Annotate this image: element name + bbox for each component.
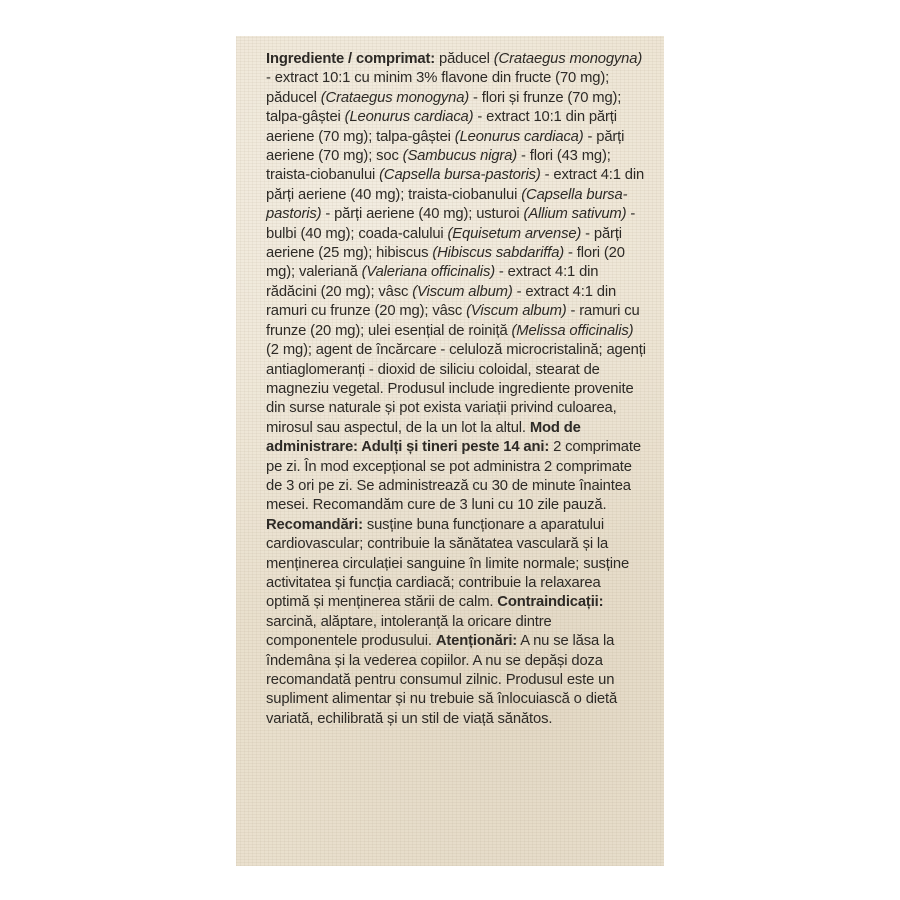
species-name: (Capsella bursa-pastoris) <box>379 167 541 184</box>
species-name: (Allium sativum) <box>523 206 627 223</box>
warnings-heading: Atenționări: <box>435 633 518 650</box>
species-name: (Leonurus cardiaca) <box>344 109 474 126</box>
label-text-segment: - extract 4:1 din rădăcini (20 mg); vâsc <box>266 264 599 300</box>
label-text-segment: - flori și frunze (70 mg); talpa-gâștei <box>266 89 622 126</box>
label-text-segment: - extract 4:1 din ramuri cu frunze (20 mg); vâsc <box>266 283 617 320</box>
species-name: (Capsella bursa-pastoris) <box>266 186 628 223</box>
label-text-block <box>266 50 646 729</box>
species-name: (Sambucus nigra) <box>402 148 518 165</box>
ingredients-heading: Ingrediente / comprimat: <box>266 51 436 67</box>
contraindications-heading: Contraindicații: <box>497 594 604 611</box>
label-text-segment: - părți aeriene (25 mg); hibiscus <box>266 225 622 262</box>
label-text-segment: (2 mg); agent de încărcare - celuloză microcristalină; agenți antiaglomeranți - dioxid de siliciu coloidal, stearat de magneziu vegetal. Produsul include ingrediente provenite din surse naturale și pot exista variații privind culoarea, mirosul sau aspectul, de la un lot la altul. <box>266 342 646 436</box>
species-name: (Crataegus monogyna) <box>493 51 643 67</box>
label-text-segment: păducel <box>435 51 494 67</box>
label-text-segment: - ramuri cu frunze (20 mg); ulei esențial de roiniță <box>266 303 640 339</box>
species-name: (Hibiscus sabdariffa) <box>432 245 565 262</box>
label-text-segment: - bulbi (40 mg); coada-calului <box>266 206 636 242</box>
species-name: (Valeriana officinalis) <box>361 264 495 281</box>
species-name: (Equisetum arvense) <box>447 225 582 242</box>
label-text-segment: susține buna funcționare a aparatului cardiovascular; contribuie la sănătatea vasculară și la menținerea circulației sanguine în limite normale; susține activitatea și funcția cardiacă; contribuie la relaxarea optimă și menținerea stării de calm. <box>266 516 630 611</box>
label-text-segment: - părți aeriene (70 mg); soc <box>266 128 625 165</box>
label-text-segment: - părți aeriene (40 mg); usturoi <box>321 206 524 223</box>
label-text-segment: 2 comprimate pe zi. În mod excepțional se pot administra 2 comprimate de 3 ori pe zi. Se administrează cu 30 de minute înaintea mesei. Recomandăm cure de 3 luni cu 10 zile pauză. <box>266 439 641 514</box>
label-text-segment: - extract 4:1 din părți aeriene (40 mg); traista-ciobanului <box>266 167 645 203</box>
species-name: (Viscum album) <box>466 303 567 320</box>
label-text-segment: - flori (20 mg); valeriană <box>266 245 625 281</box>
label-text-segment: sarcină, alăptare, intoleranță la oricare dintre componentele produsului. <box>266 613 552 650</box>
administration-heading: Mod de administrare: <box>266 419 581 456</box>
label-text-segment: A nu se lăsa la îndemâna și la vederea copiilor. A nu se depăși doza recomandată pentru consumul zilnic. Produsul este un supliment alimentar și nu trebuie să înlocuiască o dietă variată, echilibrată și un stil de viață sănătos. <box>266 633 618 727</box>
species-name: (Melissa officinalis) <box>511 322 634 339</box>
adults-dosage-heading: Adulți și tineri peste 14 ani: <box>357 439 550 456</box>
label-text-segment: - extract 10:1 din părți aeriene (70 mg); talpa-gâștei <box>266 109 617 145</box>
label-text-segment: - flori (43 mg); traista-ciobanului <box>266 148 611 184</box>
species-name: (Viscum album) <box>412 283 513 300</box>
species-name: (Leonurus cardiaca) <box>454 128 584 145</box>
recommendations-heading: Recomandări: <box>266 516 363 533</box>
species-name: (Crataegus monogyna) <box>320 89 470 106</box>
label-text-segment: - extract 10:1 cu minim 3% flavone din fructe (70 mg); păducel <box>266 70 610 106</box>
product-label-panel <box>236 36 664 866</box>
